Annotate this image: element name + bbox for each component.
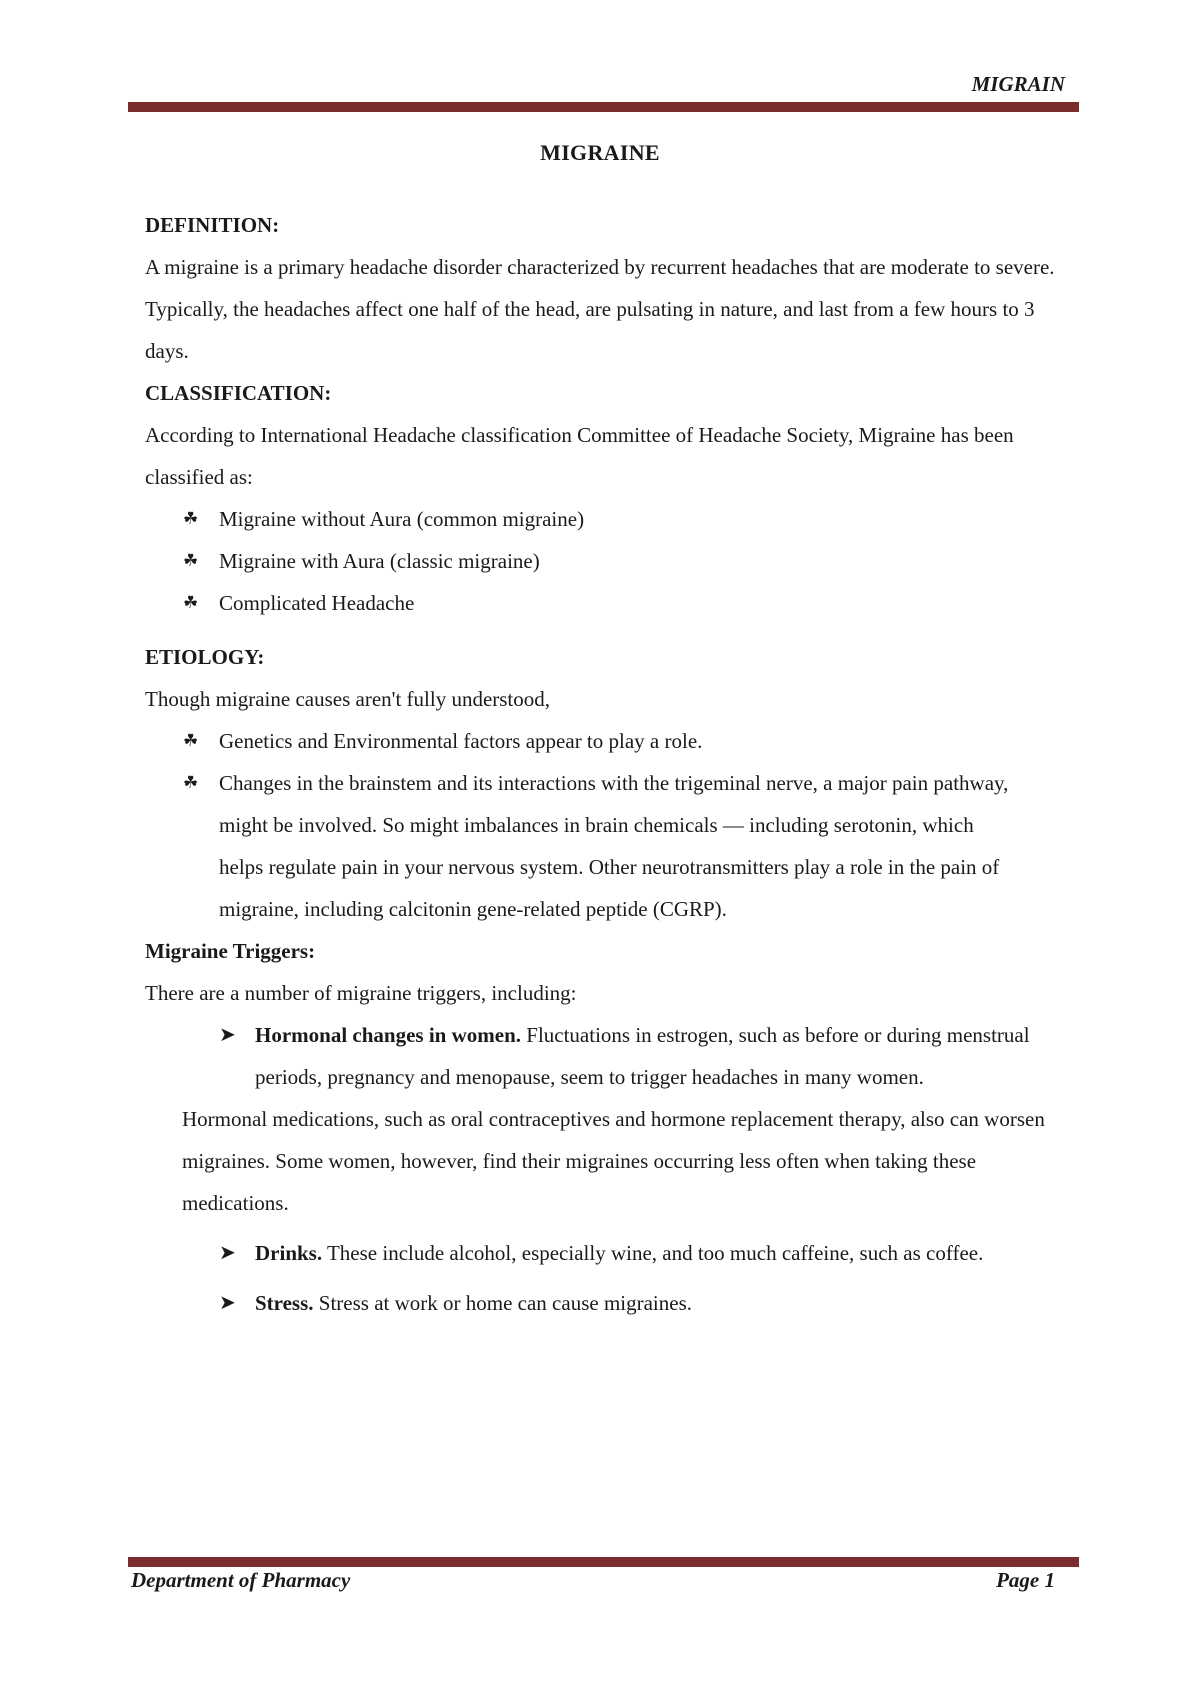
- list-item: ☘ Migraine without Aura (common migraine): [183, 498, 1070, 540]
- arrow-bullet-icon: ➤: [219, 1242, 236, 1264]
- etiology-list: [145, 720, 1070, 930]
- page-title: MIGRAINE: [540, 140, 660, 165]
- list-item: ☘ Changes in the brainstem and its interactions with the trigeminal nerve, a major pain pathway, might be involved. So might imbalances in brain chemicals — including serotonin, which helps regulate pain in your nervous system. Other neurotransmitters play a role in the pain of migraine, including calcitonin gene-related peptide (CGRP).: [183, 762, 1009, 930]
- triggers-list-hormonal: [145, 1014, 1070, 1098]
- list-item: [219, 1014, 1045, 1098]
- bullet-icon: ☘: [183, 509, 199, 528]
- triggers-intro: There are a number of migraine triggers, including:: [145, 981, 577, 1005]
- classification-intro: According to International Headache classification Committee of Headache Society, Migraine has been classified as:: [145, 423, 1014, 489]
- page-number: Page 1: [996, 1568, 1055, 1592]
- bullet-icon: ☘: [183, 773, 199, 792]
- triggers-list-drinks: [145, 1232, 1070, 1274]
- classification-list: [145, 498, 1070, 624]
- triggers-list-stress: [145, 1282, 1070, 1324]
- bullet-icon: ☘: [183, 731, 199, 750]
- definition-heading: DEFINITION:: [145, 213, 280, 237]
- definition-text: A migraine is a primary headache disorder characterized by recurrent headaches that are moderate to severe. Typically, the headaches affect one half of the head, are pulsating in nature, and last from a few hours to 3 days.: [145, 255, 1055, 363]
- trigger-text: These include alcohol, especially wine, and too much caffeine, such as coffee.: [322, 1241, 984, 1265]
- list-item: ☘ Complicated Headache: [183, 582, 1070, 624]
- triggers-heading: Migraine Triggers:: [145, 939, 316, 963]
- bullet-icon: ☘: [183, 593, 199, 612]
- etiology-intro: Though migraine causes aren't fully understood,: [145, 687, 551, 711]
- arrow-bullet-icon: ➤: [219, 1292, 236, 1314]
- trigger-label: Hormonal changes in women.: [255, 1023, 522, 1047]
- running-header: MIGRAIN: [971, 72, 1065, 96]
- header-rule: [128, 102, 1079, 112]
- footer-department: Department of Pharmacy: [131, 1568, 351, 1592]
- bullet-icon: ☘: [183, 551, 199, 570]
- list-item: ☘ Migraine with Aura (classic migraine): [183, 540, 1070, 582]
- list-item: [219, 1232, 1030, 1274]
- trigger-text: Stress at work or home can cause migraines.: [313, 1291, 693, 1315]
- footer-rule: [128, 1557, 1079, 1567]
- arrow-bullet-icon: ➤: [219, 1024, 236, 1046]
- list-item: [219, 1282, 1070, 1324]
- list-item: ☘ Genetics and Environmental factors appear to play a role.: [183, 720, 1070, 762]
- trigger-label: Drinks.: [255, 1241, 323, 1265]
- trigger-label: Stress.: [255, 1291, 314, 1315]
- trigger-text: Fluctuations in estrogen, such as before or during menstrual periods, pregnancy and menopause, seem to trigger headaches in many women.: [255, 1023, 1030, 1089]
- document-body: [145, 204, 1070, 1324]
- classification-heading: CLASSIFICATION:: [145, 381, 332, 405]
- etiology-heading: ETIOLOGY:: [145, 645, 265, 669]
- hormonal-note: Hormonal medications, such as oral contraceptives and hormone replacement therapy, also can worsen migraines. Some women, however, find their migraines occurring less often when taking these medications.: [182, 1107, 1045, 1215]
